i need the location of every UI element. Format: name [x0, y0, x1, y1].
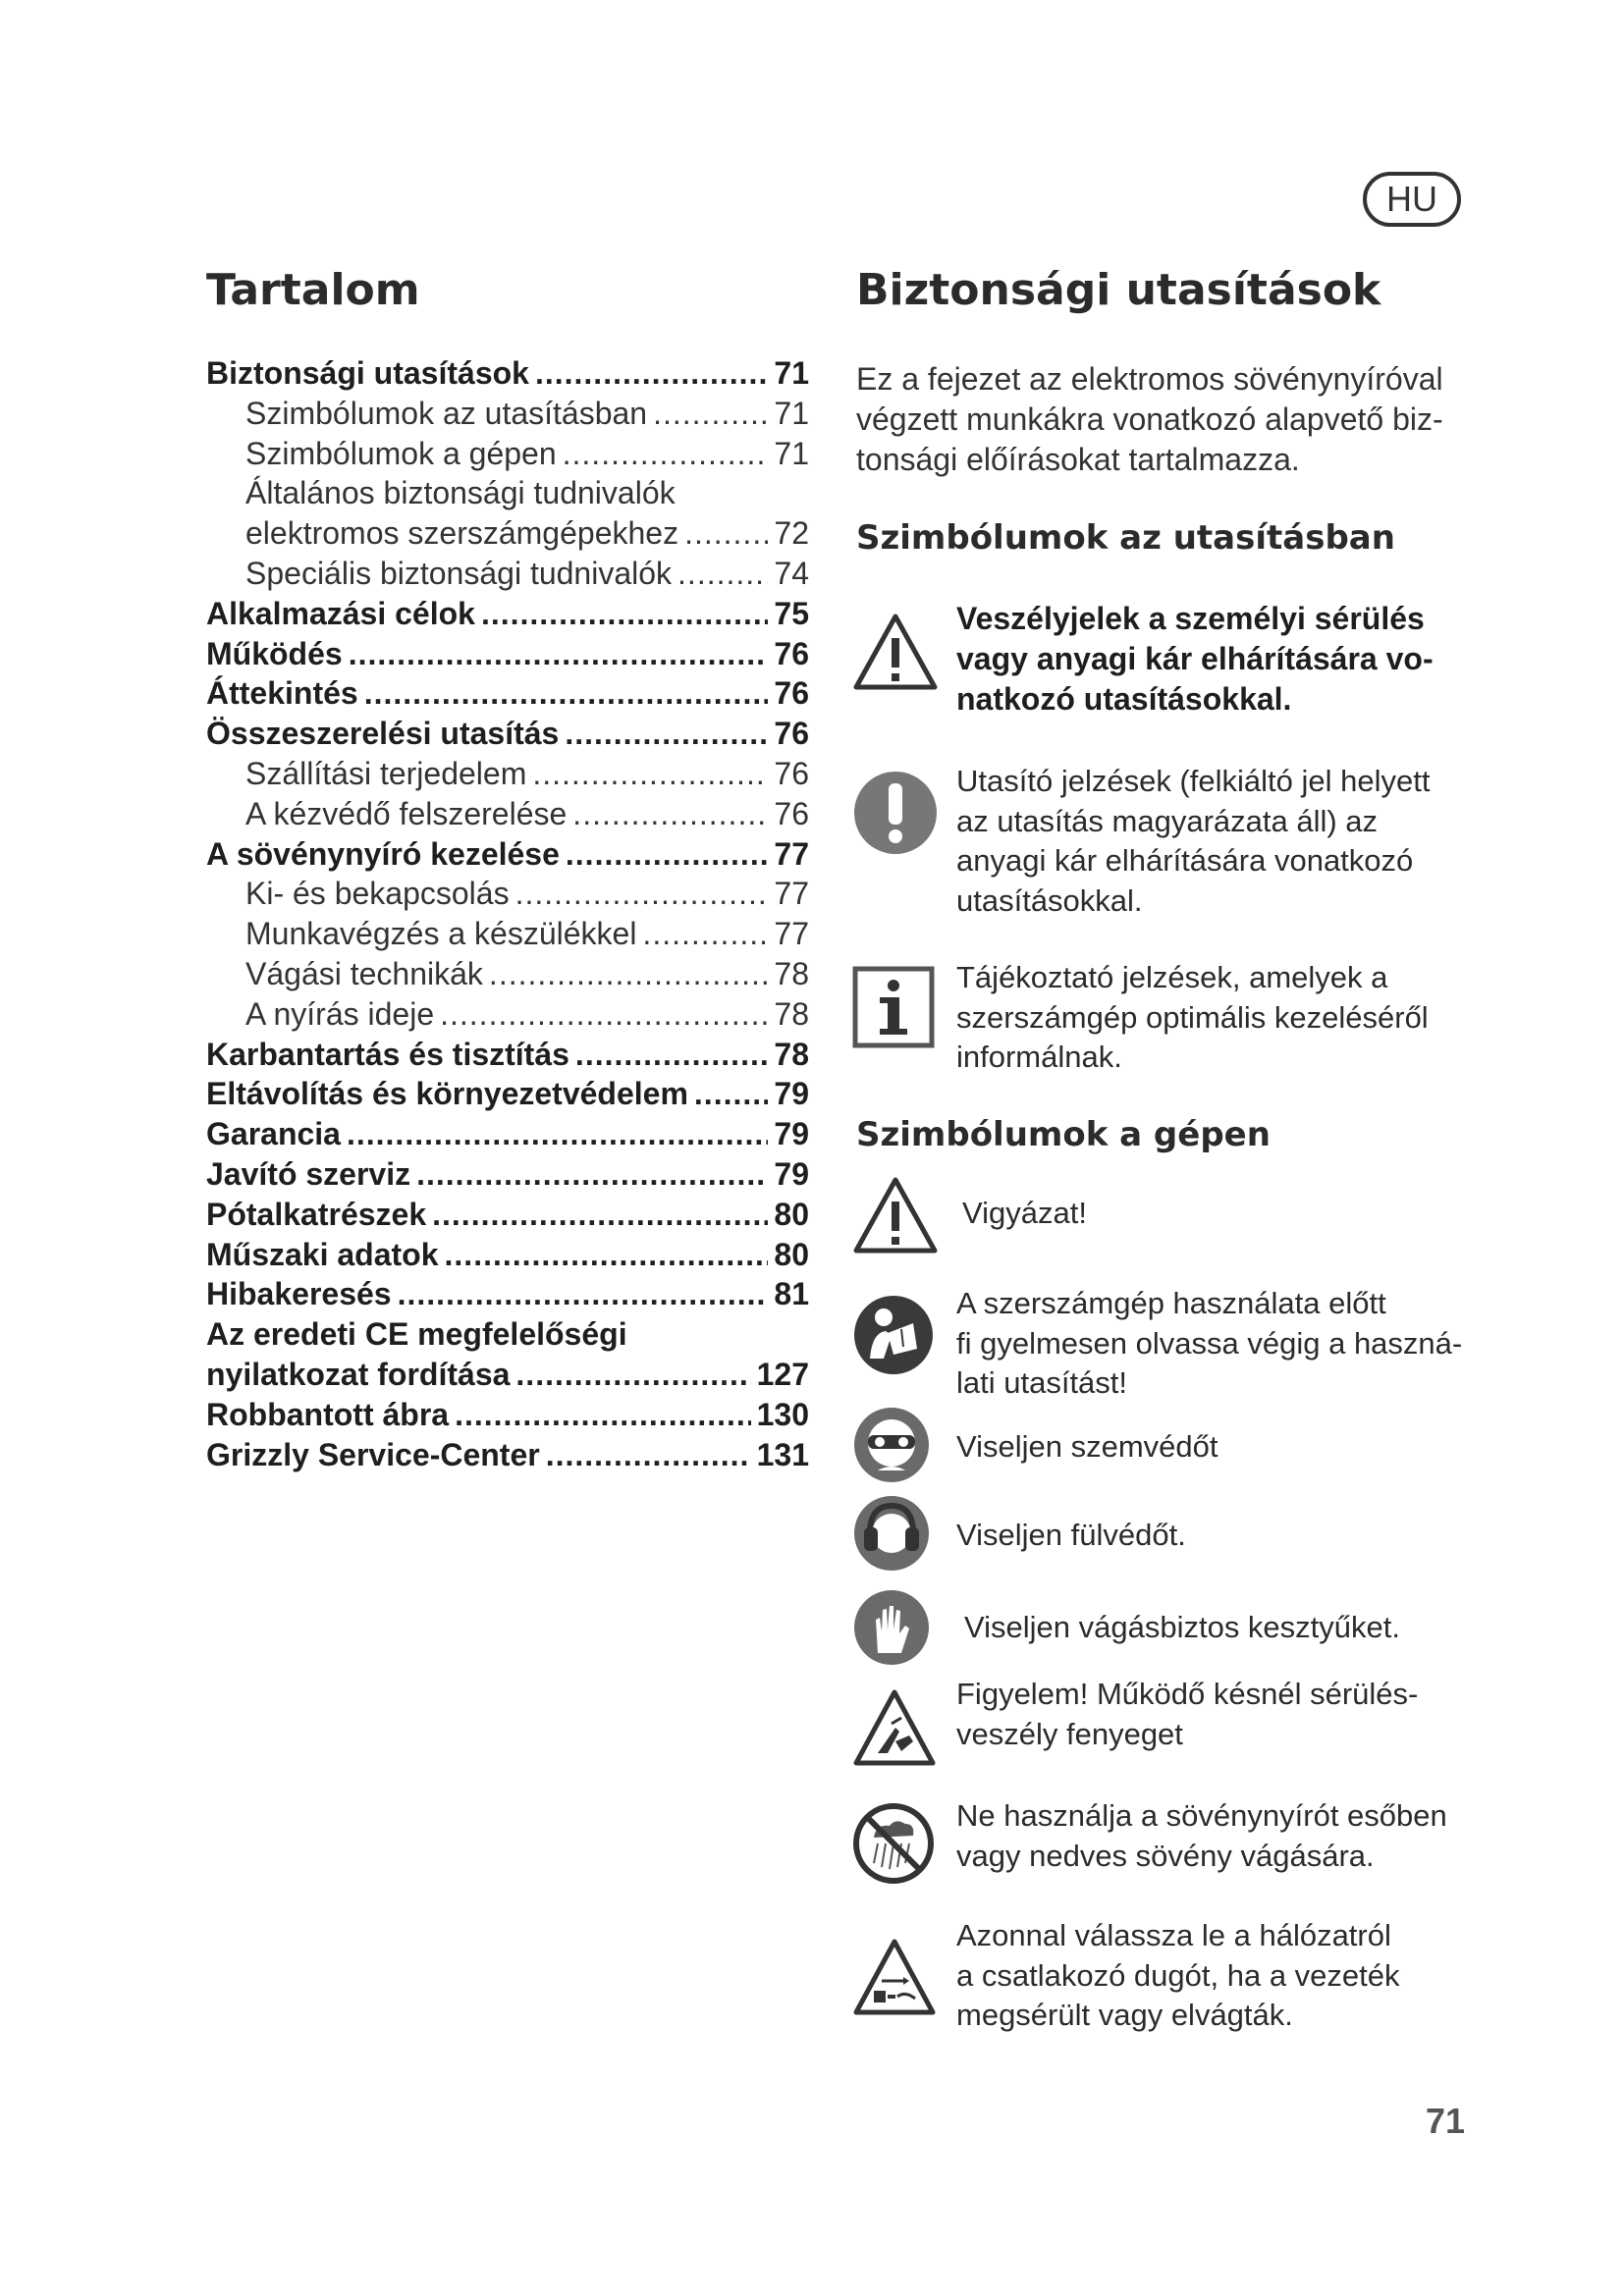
- toc-entry-label: Vágási technikák: [245, 955, 483, 991]
- toc-entry: [206, 1235, 809, 1275]
- toc-entry-label: nyilatkozat fordítása: [206, 1356, 511, 1392]
- eye-protection-icon: [852, 1406, 931, 1484]
- toc-entry-page: 79: [774, 1076, 809, 1112]
- toc-entry: [206, 634, 809, 674]
- toc-dot-leader: [416, 1154, 768, 1195]
- toc-entry: [206, 473, 809, 513]
- toc-dot-leader: [364, 673, 769, 714]
- toc-dot-leader: [563, 434, 769, 474]
- toc-entry-page: 76: [774, 675, 809, 712]
- safety-intro: [856, 359, 1485, 480]
- machine-symbol-no-rain: [852, 1796, 1500, 1895]
- toc-entry: [206, 353, 809, 394]
- ear-protection-icon: [852, 1494, 931, 1573]
- toc-entry: [206, 1195, 809, 1235]
- toc-entry: [206, 714, 809, 754]
- toc-dot-leader: [642, 914, 768, 954]
- manual-symbol-info: [852, 958, 1500, 1086]
- toc-dot-leader: [481, 594, 768, 634]
- symbol-text-line: Veszélyjelek a személyi sérülés: [956, 601, 1425, 636]
- toc-dot-leader: [515, 874, 769, 914]
- toc-entry: [206, 594, 809, 634]
- symbol-text-line: Viseljen szemvédőt: [956, 1429, 1218, 1464]
- manual-symbols-heading: Szimbólumok az utasításban: [856, 518, 1395, 558]
- symbol-text-line: Viseljen fülvédőt.: [956, 1518, 1186, 1552]
- symbol-text-line: Viseljen vágásbiztos kesztyűket.: [964, 1610, 1400, 1644]
- machine-symbol-unplug: [852, 1916, 1500, 2044]
- toc-entry-page: 78: [774, 1036, 809, 1072]
- symbol-text-line: az utasítás magyarázata áll) az: [956, 803, 1379, 838]
- manual-symbol-warning: [852, 599, 1500, 726]
- toc-dot-leader: [347, 1114, 768, 1154]
- symbol-text-line: anyagi kár elhárítására vonatkozó: [956, 843, 1414, 878]
- toc-entry-page: 131: [756, 1436, 809, 1472]
- toc-entry-page: 81: [774, 1276, 809, 1312]
- toc-entry-page: 77: [774, 916, 809, 952]
- toc-entry-label: Működés: [206, 635, 343, 671]
- toc-dot-leader: [565, 714, 768, 754]
- toc-entry-label: Garancia: [206, 1116, 341, 1152]
- toc-entry-label: Az eredeti CE megfelelőségi: [206, 1316, 627, 1353]
- toc-entry-label: Biztonsági utasítások: [206, 355, 529, 391]
- toc-entry-page: 71: [774, 435, 809, 471]
- toc-dot-leader: [684, 513, 768, 554]
- page-number: 71: [1426, 2101, 1466, 2141]
- symbol-text-line: Ne használja a sövénynyírót esőben: [956, 1798, 1447, 1833]
- toc-dot-leader: [575, 1035, 768, 1075]
- toc-entry-page: 76: [774, 795, 809, 831]
- symbol-text-line: fi gyelmesen olvassa végig a haszná-: [956, 1325, 1463, 1361]
- symbol-text-line: Vigyázat!: [962, 1196, 1087, 1230]
- symbol-text-line: vagy anyagi kár elhárítására vo-: [956, 641, 1434, 676]
- toc-entry: [206, 1314, 809, 1355]
- info-icon: [852, 966, 935, 1048]
- toc-entry: [206, 1154, 809, 1195]
- symbol-text-line: veszély fenyeget: [956, 1716, 1183, 1751]
- toc-dot-leader: [546, 1435, 751, 1475]
- toc-entry-page: 77: [774, 876, 809, 912]
- toc-entry: [206, 794, 809, 834]
- toc-dot-leader: [566, 834, 769, 875]
- machine-symbol-gloves: [852, 1588, 1500, 1673]
- toc-entry: [206, 394, 809, 434]
- symbol-text-line: szerszámgép optimális kezeléséről: [956, 999, 1429, 1035]
- toc-dot-leader: [349, 634, 769, 674]
- table-of-contents: [206, 353, 809, 1474]
- toc-dot-leader: [455, 1395, 751, 1435]
- toc-entry: [206, 834, 809, 875]
- toc-entry-page: 80: [774, 1196, 809, 1232]
- machine-symbol-blade-hazard: [852, 1675, 1500, 1783]
- toc-entry-label: Robbantott ábra: [206, 1396, 450, 1432]
- toc-entry-page: 76: [774, 755, 809, 791]
- toc-entry-label: Szállítási terjedelem: [245, 755, 527, 791]
- toc-entry-page: 78: [774, 995, 809, 1032]
- toc-dot-leader: [677, 554, 768, 594]
- safety-title: Biztonsági utasítások: [856, 265, 1381, 315]
- toc-entry-page: 74: [774, 555, 809, 591]
- toc-entry-label: A sövénynyíró kezelése: [206, 835, 560, 872]
- toc-entry: [206, 874, 809, 914]
- caution-triangle-icon: [852, 1176, 939, 1255]
- toc-entry-label: Ki- és bekapcsolás: [245, 876, 510, 912]
- language-badge: HU: [1363, 172, 1461, 227]
- blade-hazard-icon: [852, 1688, 937, 1767]
- toc-dot-leader: [445, 1235, 769, 1275]
- read-manual-icon: [852, 1294, 935, 1376]
- toc-entry-page: 79: [774, 1155, 809, 1192]
- toc-dot-leader: [515, 1355, 750, 1395]
- toc-entry: [206, 1035, 809, 1075]
- toc-entry: [206, 1435, 809, 1475]
- toc-entry-label: Szimbólumok a gépen: [245, 435, 557, 471]
- symbol-text-line: megsérült vagy elvágták.: [956, 1998, 1293, 2032]
- toc-entry: [206, 994, 809, 1035]
- machine-symbol-caution: [852, 1174, 1500, 1262]
- toc-entry-page: 127: [756, 1356, 809, 1392]
- warning-triangle-icon: [852, 613, 939, 691]
- toc-entry-label: Műszaki adatok: [206, 1236, 439, 1272]
- toc-entry: [206, 673, 809, 714]
- toc-entry: [206, 1355, 809, 1395]
- symbol-text-line: natkozó utasításokkal.: [956, 681, 1292, 717]
- toc-dot-leader: [653, 394, 768, 434]
- symbol-text-line: lati utasítást!: [956, 1365, 1128, 1400]
- toc-entry-label: Munkavégzés a készülékkel: [245, 916, 637, 952]
- toc-entry-page: 130: [756, 1396, 809, 1432]
- toc-dot-leader: [440, 994, 768, 1035]
- machine-symbol-read-manual: [852, 1284, 1500, 1412]
- symbol-text-line: vagy nedves sövény vágására.: [956, 1838, 1375, 1873]
- toc-entry-label: A kézvédő felszerelése: [245, 795, 568, 831]
- toc-dot-leader: [535, 353, 768, 394]
- unplug-cable-icon: [852, 1938, 937, 2016]
- symbol-text-line: Utasító jelzések (felkiáltó jel helyett: [956, 764, 1431, 798]
- toc-entry-label: A nyírás ideje: [245, 995, 435, 1032]
- toc-dot-leader: [532, 754, 768, 794]
- toc-entry-label: Speciális biztonsági tudnivalók: [245, 555, 673, 591]
- machine-symbol-ear-protection: [852, 1494, 1500, 1576]
- toc-entry-label: elektromos szerszámgépekhez: [245, 515, 679, 552]
- toc-entry-label: Áttekintés: [206, 675, 358, 712]
- toc-entry-page: 77: [774, 835, 809, 872]
- toc-entry-label: Szimbólumok az utasításban: [245, 395, 648, 431]
- symbol-text-line: utasításokkal.: [956, 882, 1143, 918]
- symbol-text-line: informálnak.: [956, 1040, 1122, 1074]
- toc-dot-leader: [432, 1195, 768, 1235]
- symbol-text-line: Figyelem! Működő késnél sérülés-: [956, 1677, 1419, 1711]
- toc-entry-page: 76: [774, 635, 809, 671]
- toc-title: Tartalom: [206, 265, 420, 315]
- toc-dot-leader: [398, 1274, 769, 1314]
- machine-symbol-eye-protection: [852, 1406, 1500, 1488]
- toc-entry: [206, 914, 809, 954]
- manual-symbol-instruction: [852, 762, 1500, 929]
- exclamation-circle-icon: [852, 770, 939, 856]
- toc-entry-label: Javító szerviz: [206, 1155, 411, 1192]
- gloves-icon: [852, 1588, 931, 1667]
- toc-entry: [206, 1395, 809, 1435]
- toc-entry-label: Pótalkatrészek: [206, 1196, 427, 1232]
- toc-entry-page: 72: [774, 515, 809, 552]
- no-rain-icon: [852, 1802, 935, 1885]
- toc-entry-label: Grizzly Service-Center: [206, 1436, 540, 1472]
- toc-entry-label: Hibakeresés: [206, 1276, 392, 1312]
- toc-entry-page: 76: [774, 716, 809, 752]
- toc-dot-leader: [694, 1074, 769, 1114]
- toc-entry-page: 71: [774, 355, 809, 391]
- symbol-text-line: Tájékoztató jelzések, amelyek a: [956, 960, 1388, 994]
- toc-entry-page: 78: [774, 955, 809, 991]
- toc-entry-label: Összeszerelési utasítás: [206, 716, 560, 752]
- toc-entry-label: Általános biztonsági tudnivalók: [245, 475, 676, 511]
- toc-entry-page: 71: [774, 395, 809, 431]
- toc-entry-page: 80: [774, 1236, 809, 1272]
- toc-entry: [206, 954, 809, 994]
- toc-entry: [206, 513, 809, 554]
- intro-line: Ez a fejezet az elektromos sövénynyíróval: [856, 361, 1443, 397]
- toc-entry: [206, 1274, 809, 1314]
- symbol-text-line: Azonnal válassza le a hálózatról: [956, 1918, 1391, 1952]
- intro-line: tonsági előírásokat tartalmazza.: [856, 442, 1300, 477]
- toc-entry-page: 75: [774, 595, 809, 631]
- machine-symbols-heading: Szimbólumok a gépen: [856, 1115, 1271, 1154]
- toc-entry: [206, 1074, 809, 1114]
- symbol-text-line: A szerszámgép használata előtt: [956, 1286, 1386, 1320]
- symbol-text-line: a csatlakozó dugót, ha a vezeték: [956, 1957, 1400, 1993]
- toc-entry-label: Alkalmazási célok: [206, 595, 475, 631]
- intro-line: végzett munkákra vonatkozó alapvető biz-: [856, 401, 1443, 437]
- toc-dot-leader: [489, 954, 768, 994]
- toc-entry-label: Karbantartás és tisztítás: [206, 1036, 569, 1072]
- toc-entry-page: 79: [774, 1116, 809, 1152]
- toc-entry: [206, 554, 809, 594]
- toc-entry-label: Eltávolítás és környezetvédelem: [206, 1076, 688, 1112]
- toc-entry: [206, 1114, 809, 1154]
- toc-entry: [206, 754, 809, 794]
- toc-dot-leader: [572, 794, 768, 834]
- toc-entry: [206, 434, 809, 474]
